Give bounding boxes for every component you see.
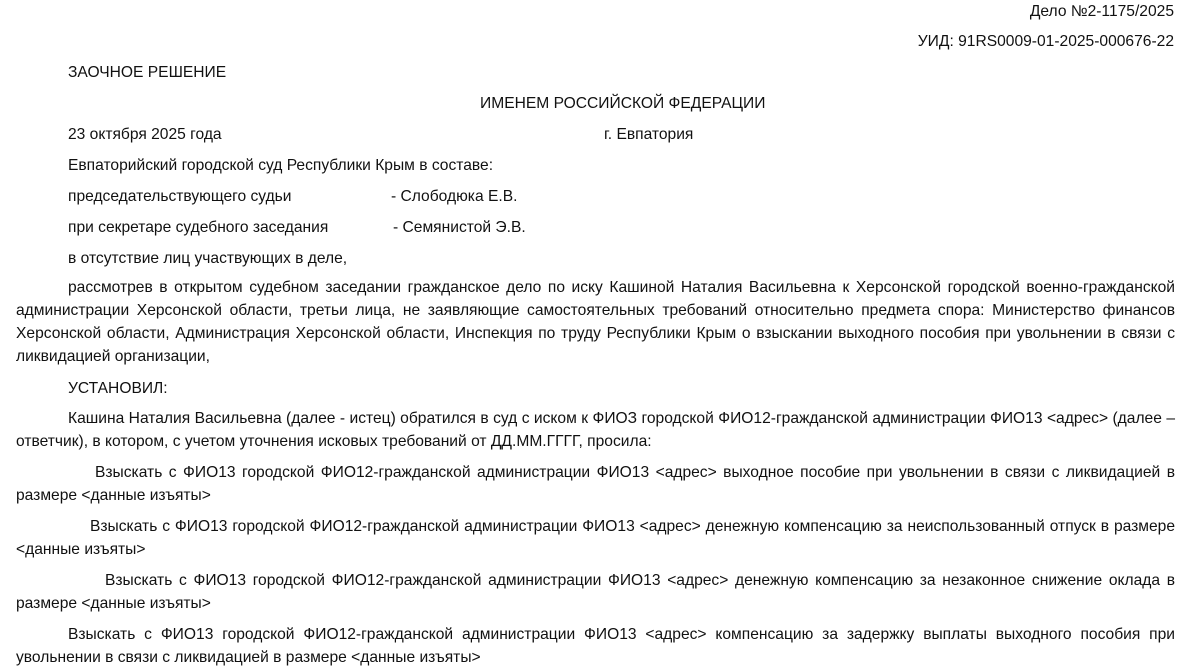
absence-note: в отсутствие лиц участвующих в деле,: [68, 250, 348, 267]
decision-date: 23 октября 2025 года: [68, 126, 222, 143]
secretary-name: - Семянистой Э.В.: [393, 219, 526, 236]
case-number: Дело №2-1175/2025: [1029, 3, 1174, 20]
case-uid: УИД: 91RS0009-01-2025-000676-22: [917, 33, 1174, 50]
in-the-name-heading: ИМЕНЕМ РОССИЙСКОЙ ФЕДЕРАЦИИ: [480, 95, 766, 112]
judge-label: председательствующего судьи: [68, 188, 292, 205]
established-heading: УСТАНОВИЛ:: [68, 380, 168, 397]
claim-item: Взыскать с ФИО13 городской ФИО12-гражданской администрации ФИО13 <адрес> денежную компенсацию за незаконное снижение оклада в размере <данные изъяты>: [16, 572, 1175, 612]
claim-intro-paragraph: Кашина Наталия Васильевна (далее - истец) обратился в суд с иском к ФИОЗ городской ФИО12-гражданской администрации ФИО13 <адрес> (далее – ответчик), в котором, с учетом уточнения исковых требований от ДД.ММ.ГГГГ, просила:: [16, 410, 1175, 450]
claim-item: Взыскать с ФИО13 городской ФИО12-гражданской администрации ФИО13 <адрес> денежную компенсацию за неиспользованный отпуск в размере <данные изъяты>: [16, 518, 1175, 558]
considered-paragraph: рассмотрев в открытом судебном заседании гражданское дело по иску Кашиной Наталия Васильевна к Херсонской городской военно-гражданской администрации Херсонской области, третьи лица, не заявляющие самостоятельных требований относительно предмета спора: Министерство финансов Херсонской области, Администрация Херсонской области, Инспекция по труду Республики Крым о взыскании выходного пособия при увольнении в связи с ликвидацией организации,: [16, 279, 1175, 365]
claim-item: Взыскать с ФИО13 городской ФИО12-гражданской администрации ФИО13 <адрес> компенсацию за задержку выплаты выходного пособия при увольнении в связи с ликвидацией в размере <данные изъяты>: [16, 626, 1175, 666]
judge-name: - Слободюка Е.В.: [391, 188, 518, 205]
claim-item: Взыскать с ФИО13 городской ФИО12-гражданской администрации ФИО13 <адрес> выходное пособие при увольнении в связи с ликвидацией в размере <данные изъяты>: [16, 464, 1175, 504]
secretary-label: при секретаре судебного заседания: [68, 219, 329, 236]
court-composition: Евпаторийский городской суд Республики Крым в составе:: [68, 157, 494, 174]
document-type: ЗАОЧНОЕ РЕШЕНИЕ: [68, 64, 227, 81]
decision-city: г. Евпатория: [604, 126, 694, 143]
